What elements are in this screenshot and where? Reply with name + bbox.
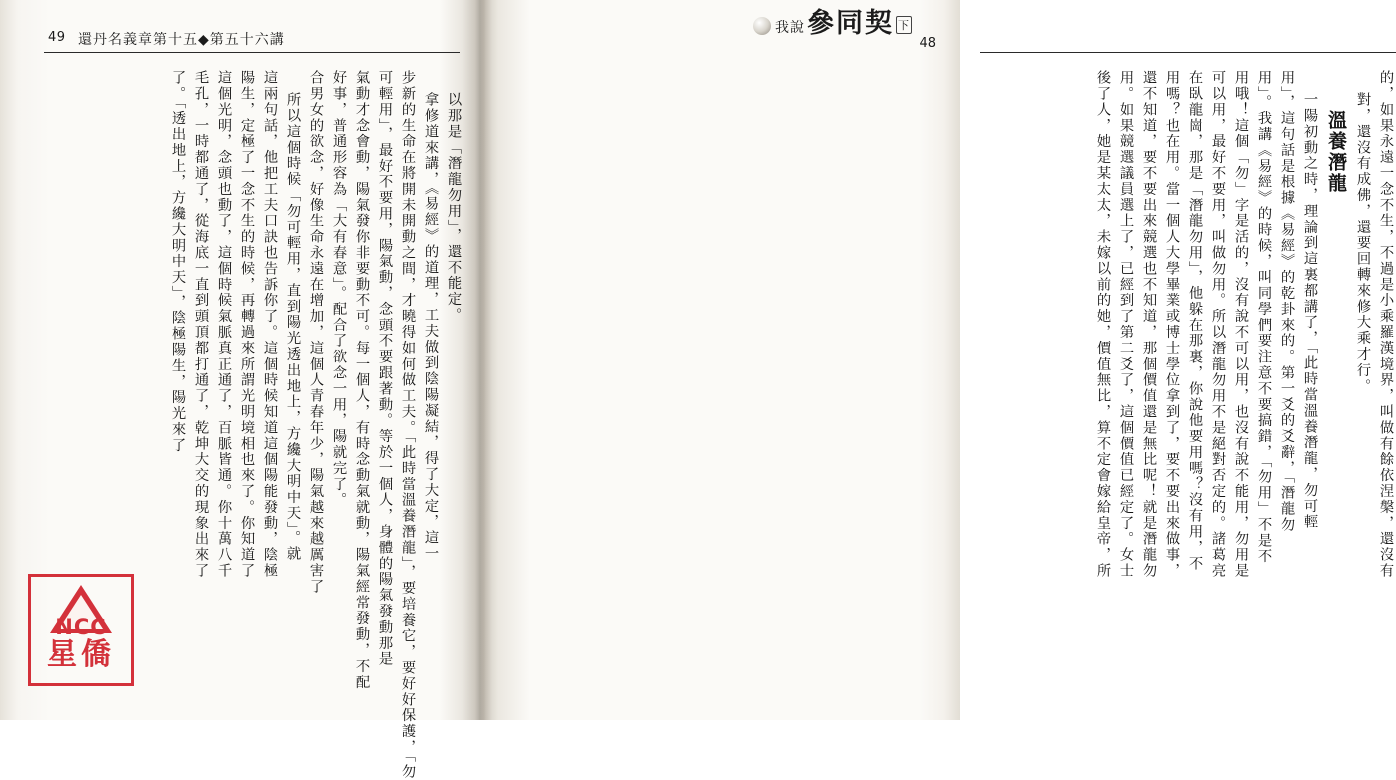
text-column: 這個光明，念頭也動了，這個時候氣脈真正通了，百脈皆通。你十萬八千 [216, 70, 232, 579]
text-column: 合男女的欲念，好像生命永遠在增加，這個人青春年少，陽氣越來越厲害了 [308, 70, 324, 595]
text-column: 陽生，定極了一念不生的時候，再轉過來所謂光明境相也來了。你知道了 [239, 70, 255, 579]
text-column: 用哦！這個「勿」字是活的，沒有說不可以用，也沒有說不能用，勿用是 [1233, 70, 1249, 579]
left-page [0, 0, 480, 780]
right-header-rule [980, 52, 1396, 53]
right-page-running-head [753, 10, 912, 37]
text-column: 用嗎？也在用。當一個人大學畢業或博士學位拿到了，要不要出來做事， [1164, 70, 1180, 579]
seal-dot-icon [753, 17, 771, 35]
text-column: 的，如果永遠一念不生，不過是小乘羅漢境界，叫做有餘依涅槃，還沒有 [1378, 70, 1394, 579]
ncc-library-stamp [28, 574, 134, 686]
section-heading: 溫養潛龍 [1325, 110, 1347, 194]
text-column: 了。「透出地上，方纔大明中天」，陰極陽生，陽光來了 [170, 70, 186, 454]
left-page-folio: 49 [48, 30, 66, 45]
text-column: 還不知道，要不要出來競選也不知道，那個價值還是無比呢！就是潛龍勿 [1141, 70, 1157, 579]
text-column: 用」，這句話是根據《易經》的乾卦來的。第一爻的爻辭，「潛龍勿 [1279, 70, 1295, 533]
text-column: 對，還沒有成佛，還要回轉來修大乘才行。 [1355, 92, 1371, 395]
text-column: 在臥龍崗，那是「潛龍勿用」，他躲在那裏，你說他要用嗎？沒有用，不 [1187, 70, 1203, 572]
running-head-title: 參同契 [807, 8, 894, 39]
text-column: 一陽初動之時，理論到這裏都講了，「此時當溫養潛龍，勿可輕 [1302, 92, 1318, 531]
right-page [480, 0, 1394, 720]
stamp-acronym: NCC [55, 615, 107, 639]
text-column: 後了人，她是某太太，未嫁以前的她，價值無比，算不定會嫁給皇帝，所 [1095, 70, 1111, 579]
left-page-running-head: 還丹名義章第十五◆第五十六講 [78, 32, 285, 48]
text-column: 以那是「潛龍勿用」，還不能定。 [446, 92, 462, 324]
text-column: 可輕用」，最好不要用，陽氣動，念頭不要跟著動。等於一個人，身體的陽氣發動那是 [377, 70, 393, 668]
right-page-folio: 48 [919, 36, 936, 51]
text-column: 用」。我講《易經》的時候，叫同學們要注意不要搞錯，「勿用」不是不 [1256, 70, 1272, 565]
text-column: 好事，普通形容為「大有春意」。配合了欲念一用，陽就完了。 [331, 70, 347, 509]
text-column: 拿修道來講，《易經》的道理，工夫做到陰陽凝結，得了大定，這一 [423, 92, 439, 562]
text-column: 步新的生命在將開未開動之間，才曉得如何做工夫。「此時當溫養潛龍」，要培養它，要好好保護，「勿 [400, 70, 416, 780]
right-page-text-body [980, 70, 1396, 694]
text-column: 所以這個時候「勿可輕用，直到陽光透出地上，方纔大明中天」。就 [285, 92, 301, 562]
stamp-text: 星僑 [47, 637, 115, 672]
text-column: 這兩句話，他把工夫口訣也告訴你了。這個時候知道這個陽能發動，陰極 [262, 70, 278, 579]
text-column: 毛孔，一時都通了，從海底一直到頭頂都打通了，乾坤大交的現象出來了 [193, 70, 209, 579]
left-header-rule [44, 52, 460, 53]
text-column: 氣動才念會動，陽氣發你非要動不可。每一個人，有時念動氣就動，陽氣經常發動，不配 [354, 70, 370, 691]
text-column: 可以用，最好不要用，叫做勿用。所以潛龍勿用不是絕對否定的。諸葛亮 [1210, 70, 1226, 579]
running-head-volume: 下 [896, 16, 912, 34]
text-column: 用。如果競選議員選上了，已經到了第二爻了，這個價值已經定了。女士 [1118, 70, 1134, 579]
running-head-prefix: 我說 [775, 20, 805, 36]
